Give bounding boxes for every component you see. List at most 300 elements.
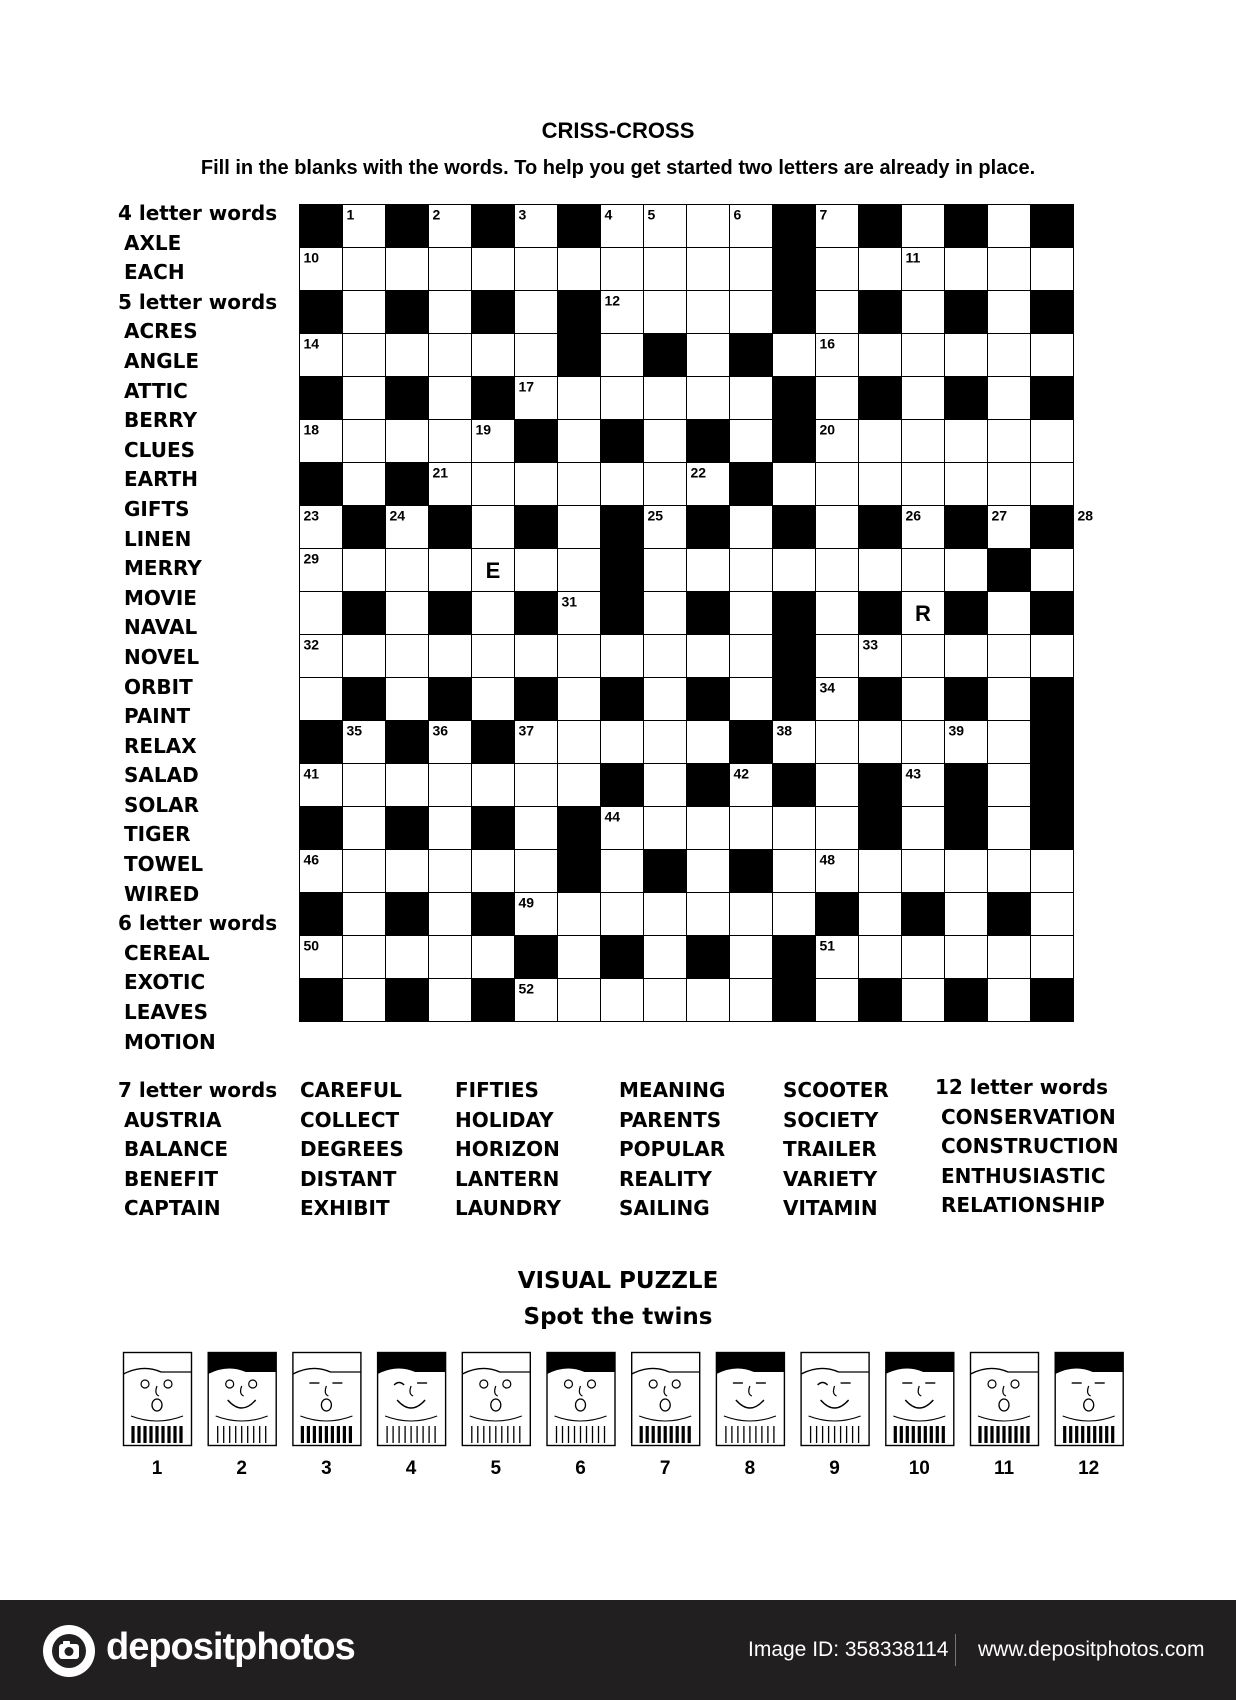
site-url: www.depositphotos.com — [978, 1638, 1205, 1661]
grid-cell[interactable] — [988, 463, 1031, 506]
grid-cell[interactable] — [1031, 936, 1074, 979]
grid-cell[interactable] — [687, 205, 730, 248]
grid-cell[interactable] — [902, 807, 945, 850]
word-item: LANTERN — [455, 1166, 560, 1191]
word-item: PAINT — [124, 704, 191, 729]
grid-cell[interactable] — [644, 764, 687, 807]
grid-cell[interactable] — [644, 549, 687, 592]
grid-cell[interactable] — [472, 248, 515, 291]
black-cell — [386, 807, 429, 850]
grid-cell[interactable] — [859, 850, 902, 893]
image-id: Image ID: 358338114 — [748, 1638, 949, 1661]
clue-number: 52 — [518, 980, 535, 997]
grid-cell[interactable] — [515, 635, 558, 678]
grid-cell[interactable] — [988, 592, 1031, 635]
grid-cell[interactable] — [945, 334, 988, 377]
grid-cell[interactable] — [515, 764, 558, 807]
grid-cell[interactable] — [429, 807, 472, 850]
grid-cell[interactable] — [902, 334, 945, 377]
clue-number: 6 — [733, 206, 742, 223]
grid-cell[interactable] — [429, 635, 472, 678]
black-cell — [730, 721, 773, 764]
grid-cell[interactable] — [343, 420, 386, 463]
grid-cell[interactable] — [558, 678, 601, 721]
grid-cell[interactable] — [773, 893, 816, 936]
black-cell — [472, 807, 515, 850]
face-option[interactable] — [632, 1353, 700, 1446]
grid-cell[interactable] — [558, 549, 601, 592]
grid-cell[interactable] — [687, 248, 730, 291]
grid-cell[interactable] — [687, 291, 730, 334]
grid-cell[interactable] — [429, 334, 472, 377]
grid-cell[interactable] — [558, 377, 601, 420]
grid-cell[interactable] — [472, 678, 515, 721]
grid-cell[interactable] — [687, 721, 730, 764]
grid-cell[interactable] — [988, 807, 1031, 850]
grid-cell[interactable] — [730, 807, 773, 850]
clue-number: 5 — [647, 206, 656, 223]
grid-cell[interactable] — [429, 979, 472, 1022]
black-cell — [859, 979, 902, 1022]
clue-number: 26 — [905, 507, 922, 524]
grid-cell[interactable] — [386, 334, 429, 377]
face-number: 7 — [659, 1458, 671, 1479]
grid-cell[interactable] — [773, 334, 816, 377]
grid-cell[interactable] — [859, 936, 902, 979]
black-cell — [472, 377, 515, 420]
grid-cell[interactable] — [386, 635, 429, 678]
word-item: MOTION — [124, 1029, 216, 1054]
black-cell — [730, 463, 773, 506]
grid-cell[interactable] — [687, 807, 730, 850]
grid-cell[interactable] — [816, 549, 859, 592]
grid-cell[interactable] — [988, 979, 1031, 1022]
grid-cell[interactable] — [343, 291, 386, 334]
grid-cell[interactable] — [429, 850, 472, 893]
grid-cell[interactable] — [988, 377, 1031, 420]
grid-cell[interactable] — [515, 850, 558, 893]
grid-cell[interactable] — [343, 807, 386, 850]
word-item: SAILING — [619, 1196, 710, 1221]
grid-cell[interactable] — [687, 979, 730, 1022]
grid-cell[interactable] — [945, 248, 988, 291]
grid-cell[interactable] — [601, 893, 644, 936]
grid-cell[interactable] — [988, 420, 1031, 463]
grid-cell[interactable] — [902, 979, 945, 1022]
clue-number: 21 — [432, 464, 449, 481]
grid-cell[interactable] — [472, 635, 515, 678]
grid-cell[interactable] — [730, 936, 773, 979]
brand-name: depositphotos — [106, 1626, 355, 1668]
grid-cell[interactable] — [902, 463, 945, 506]
grid-cell[interactable] — [644, 420, 687, 463]
grid-cell[interactable] — [343, 334, 386, 377]
word-item: NOVEL — [124, 644, 200, 669]
grid-cell[interactable] — [558, 635, 601, 678]
grid-cell[interactable] — [601, 850, 644, 893]
grid-cell[interactable] — [472, 463, 515, 506]
grid-cell[interactable] — [773, 850, 816, 893]
grid-cell[interactable] — [988, 721, 1031, 764]
face-option[interactable] — [716, 1353, 784, 1446]
grid-cell[interactable] — [816, 721, 859, 764]
grid-cell[interactable] — [386, 764, 429, 807]
grid-cell[interactable] — [945, 936, 988, 979]
grid-cell[interactable] — [816, 807, 859, 850]
grid-cell[interactable] — [644, 377, 687, 420]
word-list-7-col-3 — [455, 1076, 561, 1224]
grid-cell[interactable] — [816, 463, 859, 506]
grid-cell[interactable] — [386, 248, 429, 291]
word-item: SCOOTER — [783, 1078, 889, 1102]
grid-cell[interactable] — [1031, 248, 1074, 291]
grid-cell[interactable] — [343, 936, 386, 979]
clue-number: 18 — [303, 421, 320, 438]
grid-cell[interactable] — [859, 893, 902, 936]
black-cell — [945, 764, 988, 807]
grid-cell[interactable] — [988, 291, 1031, 334]
word-item: MERRY — [124, 556, 202, 581]
word-item: EXHIBIT — [300, 1196, 390, 1221]
grid-cell[interactable] — [343, 463, 386, 506]
face-option[interactable] — [208, 1353, 276, 1446]
grid-cell[interactable] — [945, 549, 988, 592]
grid-cell[interactable] — [429, 936, 472, 979]
grid-cell[interactable] — [945, 420, 988, 463]
grid-cell[interactable] — [816, 248, 859, 291]
grid-cell[interactable] — [601, 979, 644, 1022]
grid-cell[interactable] — [429, 893, 472, 936]
clue-number: 42 — [733, 765, 750, 782]
grid-cell[interactable] — [859, 463, 902, 506]
grid-cell[interactable] — [816, 635, 859, 678]
grid-cell[interactable] — [601, 463, 644, 506]
grid-cell[interactable] — [773, 463, 816, 506]
black-cell — [429, 592, 472, 635]
grid-cell[interactable] — [816, 979, 859, 1022]
grid-cell[interactable] — [558, 893, 601, 936]
grid-cell[interactable] — [386, 549, 429, 592]
black-cell — [558, 291, 601, 334]
word-item: RELAX — [124, 733, 197, 758]
grid-cell[interactable] — [859, 334, 902, 377]
face-option[interactable] — [886, 1353, 954, 1446]
grid-cell[interactable] — [945, 635, 988, 678]
clue-number: 2 — [432, 206, 441, 223]
word-item: LAUNDRY — [455, 1196, 561, 1221]
grid-cell[interactable] — [343, 549, 386, 592]
grid-cell[interactable] — [902, 205, 945, 248]
grid-cell[interactable] — [730, 592, 773, 635]
black-cell — [773, 377, 816, 420]
grid-cell[interactable] — [1031, 893, 1074, 936]
clue-number: 16 — [819, 335, 836, 352]
grid-cell[interactable] — [773, 807, 816, 850]
grid-cell[interactable] — [988, 850, 1031, 893]
grid-cell[interactable] — [343, 893, 386, 936]
grid-cell[interactable] — [859, 721, 902, 764]
word-item: ORBIT — [124, 674, 193, 699]
grid-cell[interactable] — [988, 334, 1031, 377]
grid-cell[interactable] — [644, 936, 687, 979]
grid-cell[interactable] — [601, 635, 644, 678]
grid-cell[interactable] — [386, 936, 429, 979]
grid-cell[interactable] — [386, 678, 429, 721]
grid-cell[interactable] — [687, 377, 730, 420]
grid-cell[interactable] — [945, 893, 988, 936]
grid-cell[interactable] — [730, 248, 773, 291]
black-cell — [386, 463, 429, 506]
grid-cell[interactable] — [386, 850, 429, 893]
black-cell — [687, 678, 730, 721]
grid-cell[interactable] — [988, 205, 1031, 248]
grid-cell[interactable] — [601, 721, 644, 764]
grid-cell[interactable] — [300, 592, 343, 635]
grid-cell[interactable] — [988, 936, 1031, 979]
grid-cell[interactable] — [988, 635, 1031, 678]
face-option[interactable] — [547, 1353, 615, 1446]
grid-cell[interactable] — [1031, 850, 1074, 893]
grid-cell[interactable] — [687, 549, 730, 592]
black-cell — [300, 721, 343, 764]
word-item: EACH — [124, 260, 185, 285]
black-cell — [816, 893, 859, 936]
clue-number: 34 — [819, 679, 836, 696]
instructions: Fill in the blanks with the words. To help you get started two letters are already in place. — [200, 157, 1036, 179]
grid-cell[interactable] — [472, 850, 515, 893]
grid-cell[interactable] — [1031, 549, 1074, 592]
black-cell — [300, 979, 343, 1022]
grid-cell[interactable] — [343, 248, 386, 291]
grid-cell[interactable] — [601, 377, 644, 420]
word-item: PARENTS — [619, 1107, 722, 1132]
grid-cell[interactable] — [687, 893, 730, 936]
word-item: HORIZON — [455, 1137, 560, 1162]
black-cell — [343, 506, 386, 549]
black-cell — [687, 592, 730, 635]
black-cell — [644, 334, 687, 377]
grid-cell[interactable] — [1031, 635, 1074, 678]
black-cell — [300, 807, 343, 850]
black-cell — [601, 420, 644, 463]
grid-cell[interactable] — [515, 291, 558, 334]
grid-cell[interactable] — [429, 291, 472, 334]
grid-cell[interactable] — [644, 291, 687, 334]
clue-number: 17 — [518, 378, 535, 395]
grid-cell[interactable] — [859, 549, 902, 592]
grid-cell[interactable] — [472, 334, 515, 377]
grid-cell[interactable] — [429, 248, 472, 291]
word-item: ENTHUSIASTIC — [941, 1163, 1106, 1188]
grid-cell[interactable] — [601, 248, 644, 291]
grid-cell[interactable] — [816, 377, 859, 420]
grid-cell[interactable] — [343, 764, 386, 807]
face-option[interactable] — [124, 1353, 192, 1446]
black-cell — [687, 420, 730, 463]
grid-cell[interactable] — [730, 420, 773, 463]
grid-cell[interactable] — [644, 635, 687, 678]
clue-number: 20 — [819, 421, 836, 438]
black-cell — [773, 635, 816, 678]
clue-number: 47 — [561, 851, 578, 868]
grid-cell[interactable] — [902, 549, 945, 592]
black-cell — [601, 678, 644, 721]
word-item: CONSERVATION — [941, 1104, 1116, 1129]
face-option[interactable] — [801, 1353, 869, 1446]
face-option[interactable] — [293, 1353, 361, 1446]
grid-cell[interactable] — [644, 979, 687, 1022]
grid-cell[interactable] — [902, 420, 945, 463]
grid-cell[interactable] — [816, 506, 859, 549]
grid-cell[interactable] — [558, 248, 601, 291]
grid-cell[interactable] — [343, 850, 386, 893]
grid-cell[interactable] — [644, 721, 687, 764]
grid-cell[interactable] — [300, 678, 343, 721]
grid-cell[interactable] — [730, 549, 773, 592]
grid-cell[interactable] — [644, 592, 687, 635]
black-cell — [343, 592, 386, 635]
word-item: ANGLE — [124, 348, 200, 373]
grid-cell[interactable] — [816, 592, 859, 635]
grid-cell[interactable] — [429, 377, 472, 420]
grid-cell[interactable] — [386, 592, 429, 635]
grid-cell[interactable] — [945, 463, 988, 506]
grid-cell[interactable] — [859, 248, 902, 291]
black-cell — [601, 764, 644, 807]
footer-bar — [0, 1600, 1236, 1700]
grid-cell[interactable] — [558, 420, 601, 463]
grid-cell[interactable] — [429, 420, 472, 463]
grid-cell[interactable] — [816, 291, 859, 334]
grid-cell[interactable] — [343, 377, 386, 420]
grid-cell[interactable] — [472, 592, 515, 635]
grid-cell[interactable] — [902, 635, 945, 678]
black-cell — [1031, 506, 1074, 549]
black-cell — [773, 205, 816, 248]
grid-cell[interactable] — [730, 291, 773, 334]
grid-cell[interactable] — [730, 893, 773, 936]
grid-cell[interactable] — [730, 506, 773, 549]
word-item: DEGREES — [300, 1137, 404, 1162]
grid-cell[interactable] — [472, 936, 515, 979]
grid-cell[interactable] — [515, 549, 558, 592]
grid-cell[interactable] — [515, 463, 558, 506]
grid-cell[interactable] — [902, 377, 945, 420]
grid-cell[interactable] — [773, 549, 816, 592]
black-cell — [300, 205, 343, 248]
grid-cell[interactable] — [558, 463, 601, 506]
grid-cell[interactable] — [558, 936, 601, 979]
grid-cell[interactable] — [429, 764, 472, 807]
black-cell — [515, 936, 558, 979]
grid-cell[interactable] — [515, 807, 558, 850]
grid-cell[interactable] — [1031, 420, 1074, 463]
clue-number: 3 — [518, 206, 527, 223]
grid-cell[interactable] — [558, 506, 601, 549]
clue-number: 32 — [303, 636, 320, 653]
grid-cell[interactable] — [472, 506, 515, 549]
face-number: 2 — [236, 1458, 247, 1479]
clue-number: 8 — [948, 206, 957, 223]
clue-number: 36 — [432, 722, 449, 739]
grid-cell[interactable] — [515, 334, 558, 377]
grid-cell[interactable] — [816, 764, 859, 807]
grid-cell[interactable] — [429, 549, 472, 592]
grid-cell[interactable] — [730, 979, 773, 1022]
clue-number: 41 — [303, 765, 320, 782]
grid-cell[interactable] — [687, 334, 730, 377]
grid-cell[interactable] — [988, 248, 1031, 291]
word-item: DISTANT — [300, 1166, 397, 1191]
grid-cell[interactable] — [730, 635, 773, 678]
grid-cell[interactable] — [343, 635, 386, 678]
grid-cell[interactable] — [945, 850, 988, 893]
grid-cell[interactable] — [1031, 334, 1074, 377]
grid-cell[interactable] — [558, 721, 601, 764]
grid-cell[interactable] — [902, 721, 945, 764]
grid-cell[interactable] — [558, 979, 601, 1022]
grid-cell[interactable] — [988, 764, 1031, 807]
word-item: TRAILER — [783, 1137, 877, 1162]
grid-cell[interactable] — [988, 678, 1031, 721]
grid-cell[interactable] — [902, 850, 945, 893]
clue-number: 11 — [905, 249, 921, 266]
face-option[interactable] — [378, 1353, 446, 1446]
black-cell — [386, 291, 429, 334]
black-cell — [773, 420, 816, 463]
face-option[interactable] — [1055, 1353, 1123, 1446]
grid-cell[interactable] — [859, 420, 902, 463]
grid-cell[interactable] — [1031, 463, 1074, 506]
face-option[interactable] — [462, 1353, 530, 1446]
grid-cell[interactable] — [902, 678, 945, 721]
black-cell — [386, 377, 429, 420]
black-cell — [472, 205, 515, 248]
grid-cell[interactable] — [558, 764, 601, 807]
black-cell — [1031, 807, 1074, 850]
grid-cell[interactable] — [902, 936, 945, 979]
black-cell — [386, 721, 429, 764]
grid-cell[interactable] — [644, 463, 687, 506]
clue-number: 13 — [862, 292, 879, 309]
grid-cell[interactable] — [386, 420, 429, 463]
word-item: AUSTRIA — [124, 1107, 222, 1132]
clue-number: 19 — [475, 421, 492, 438]
grid-cell[interactable] — [472, 764, 515, 807]
grid-cell[interactable] — [515, 248, 558, 291]
grid-cell[interactable] — [687, 635, 730, 678]
grid-cell[interactable] — [644, 807, 687, 850]
grid-cell[interactable] — [343, 979, 386, 1022]
grid-cell[interactable] — [601, 334, 644, 377]
grid-cell[interactable] — [730, 678, 773, 721]
word-item: ACRES — [124, 319, 198, 344]
black-cell — [386, 893, 429, 936]
black-cell — [386, 979, 429, 1022]
grid-cell[interactable] — [730, 377, 773, 420]
crossword-grid — [299, 204, 1119, 1024]
grid-cell[interactable] — [644, 248, 687, 291]
word-item: CLUES — [124, 437, 196, 462]
word-item: LINEN — [124, 526, 192, 551]
face-number: 3 — [321, 1458, 332, 1479]
grid-cell[interactable] — [902, 291, 945, 334]
grid-cell[interactable] — [644, 678, 687, 721]
face-option[interactable] — [971, 1353, 1039, 1446]
grid-cell[interactable] — [644, 893, 687, 936]
word-group-heading: 6 letter words — [118, 911, 278, 936]
grid-cell[interactable] — [687, 850, 730, 893]
